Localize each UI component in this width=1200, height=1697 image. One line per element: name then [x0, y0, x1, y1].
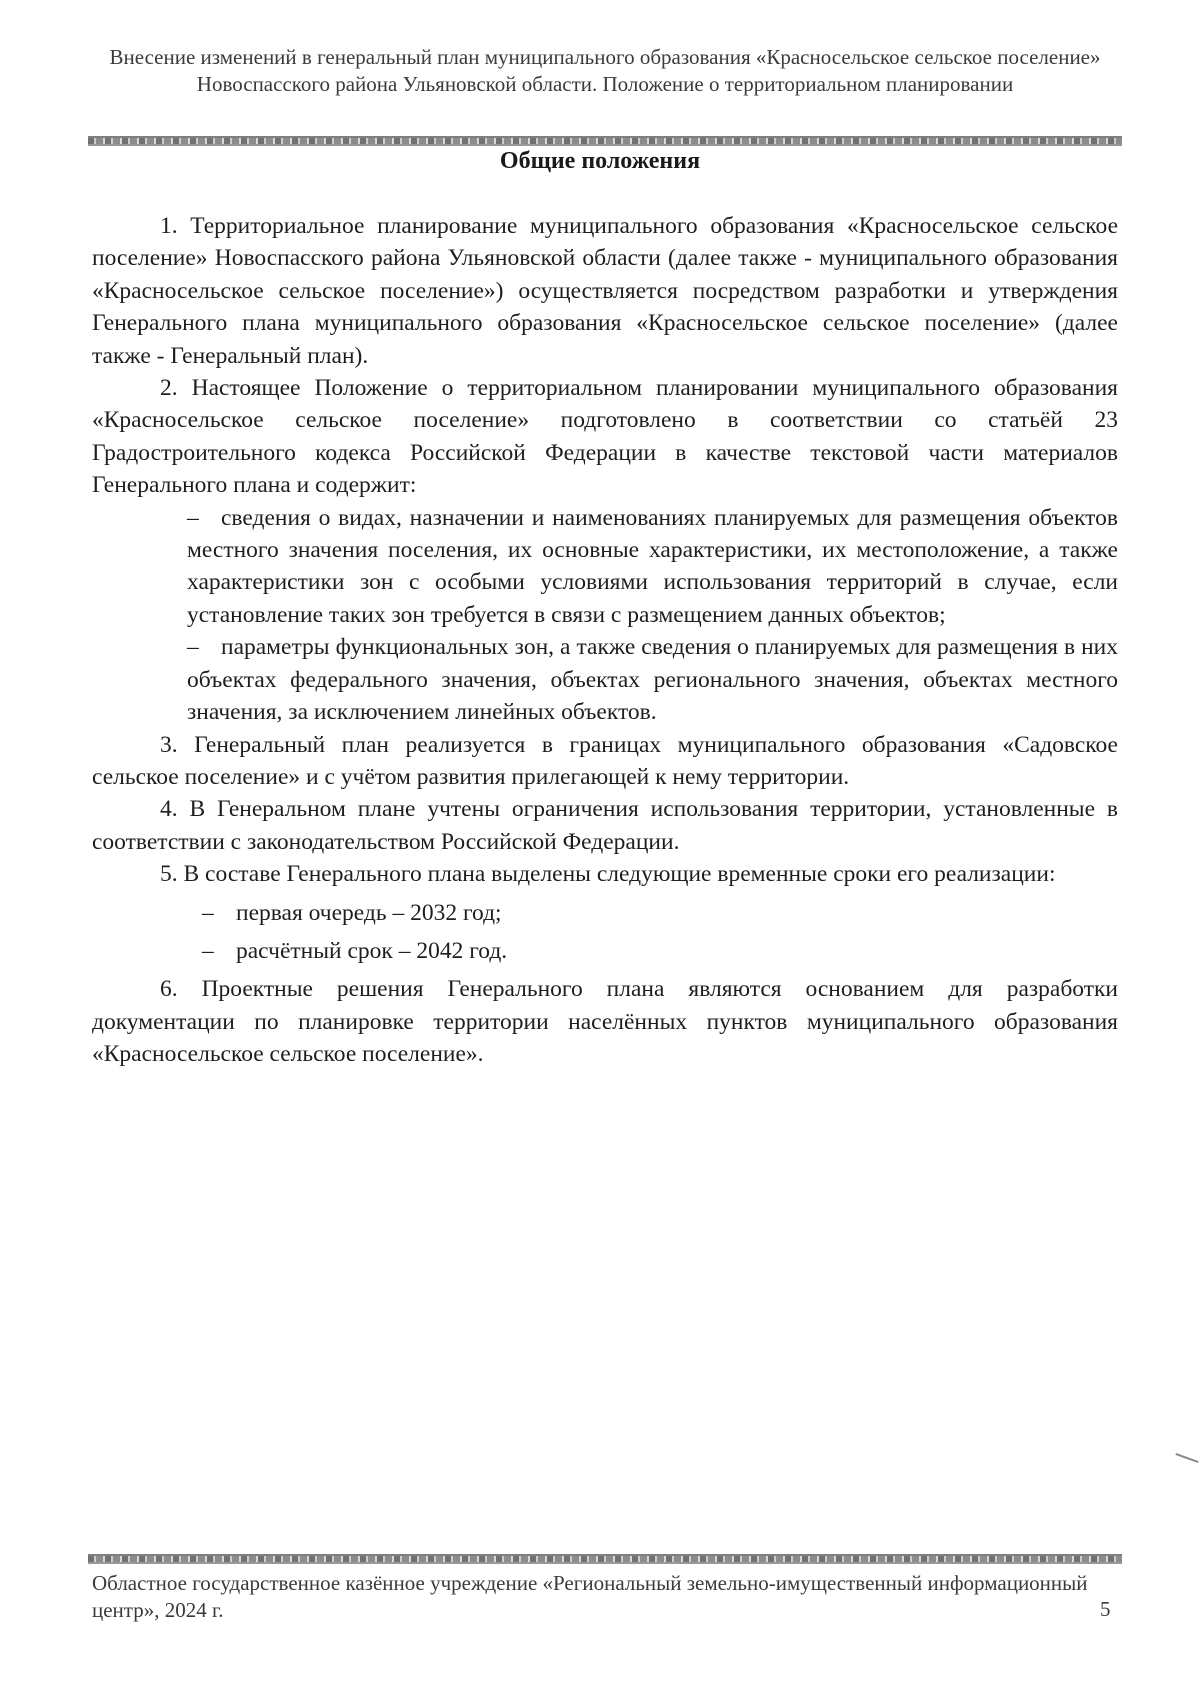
page-number: 5	[1100, 1597, 1111, 1621]
dash-bullet: –	[187, 634, 199, 661]
running-footer: Областное государственное казённое учреждение «Региональный земельно-имущественный информационный центр», 2024 г.	[92, 1571, 1088, 1622]
document-body	[92, 210, 1118, 1071]
section-title: Общие положения	[499, 148, 701, 174]
paragraph-5: 5. В составе Генерального плана выделены следующие временные сроки его реализации:	[160, 861, 1056, 888]
list-item	[187, 502, 1118, 632]
dash-bullet: –	[187, 504, 199, 531]
list-item	[202, 897, 1118, 929]
dash-bullet: –	[202, 899, 214, 926]
contents-list	[92, 502, 1118, 729]
paragraph-1: 1. Территориальное планирование муниципального образования «Красносельское сельское поселение» Новоспасского района Ульяновской области (далее также - муниципального образования «Красносельское сельское поселение») осуществляется посредством разработки и утверждения Генерального плана муниципального образования «Красносельское сельское поселение» (далее также - Генеральный план).	[92, 213, 1118, 369]
scan-mark	[1175, 1453, 1198, 1463]
list-item	[187, 631, 1118, 728]
paragraph-4: 4. В Генеральном плане учтены ограничения использования территории, установленные в соответствии с законодательством Российской Федерации.	[92, 796, 1118, 855]
running-header: Внесение изменений в генеральный план муниципального образования «Красносельское сельское поселение» Новоспасского района Ульяновской области. Положение о территориальном планировании	[109, 45, 1101, 96]
paragraph-2: 2. Настоящее Положение о территориальном планировании муниципального образования «Красносельское сельское поселение» подготовлено в соответствии со статьёй 23 Градостроительного кодекса Российской Федерации в качестве текстовой части материалов Генерального плана и содержит:	[92, 375, 1118, 499]
paragraph-6: 6. Проектные решения Генерального плана являются основанием для разработки документации по планировке территории населённых пунктов муниципального образования «Красносельское сельское поселение».	[92, 976, 1118, 1068]
timeline-list	[92, 897, 1118, 968]
list-item-text: параметры функциональных зон, а также сведения о планируемых для размещения в них объектах федерального значения, объектах регионального значения, объектах местного значения, за исключением линейных объектов.	[187, 634, 1118, 726]
list-item	[202, 935, 1118, 967]
footer-divider	[88, 1554, 1122, 1564]
list-item-text: сведения о видах, назначении и наименованиях планируемых для размещения объектов местного значения поселения, их основные характеристики, их местоположение, а также характеристики зон с особыми условиями использования территорий в случае, если установление таких зон требуется в связи с размещением данных объектов;	[187, 504, 1118, 628]
list-item-text: расчётный срок – 2042 год.	[236, 937, 508, 964]
paragraph-3: 3. Генеральный план реализуется в границах муниципального образования «Садовское сельское поселение» и с учётом развития прилегающей к нему территории.	[92, 731, 1118, 790]
dash-bullet: –	[202, 937, 214, 964]
list-item-text: первая очередь – 2032 год;	[236, 899, 502, 926]
